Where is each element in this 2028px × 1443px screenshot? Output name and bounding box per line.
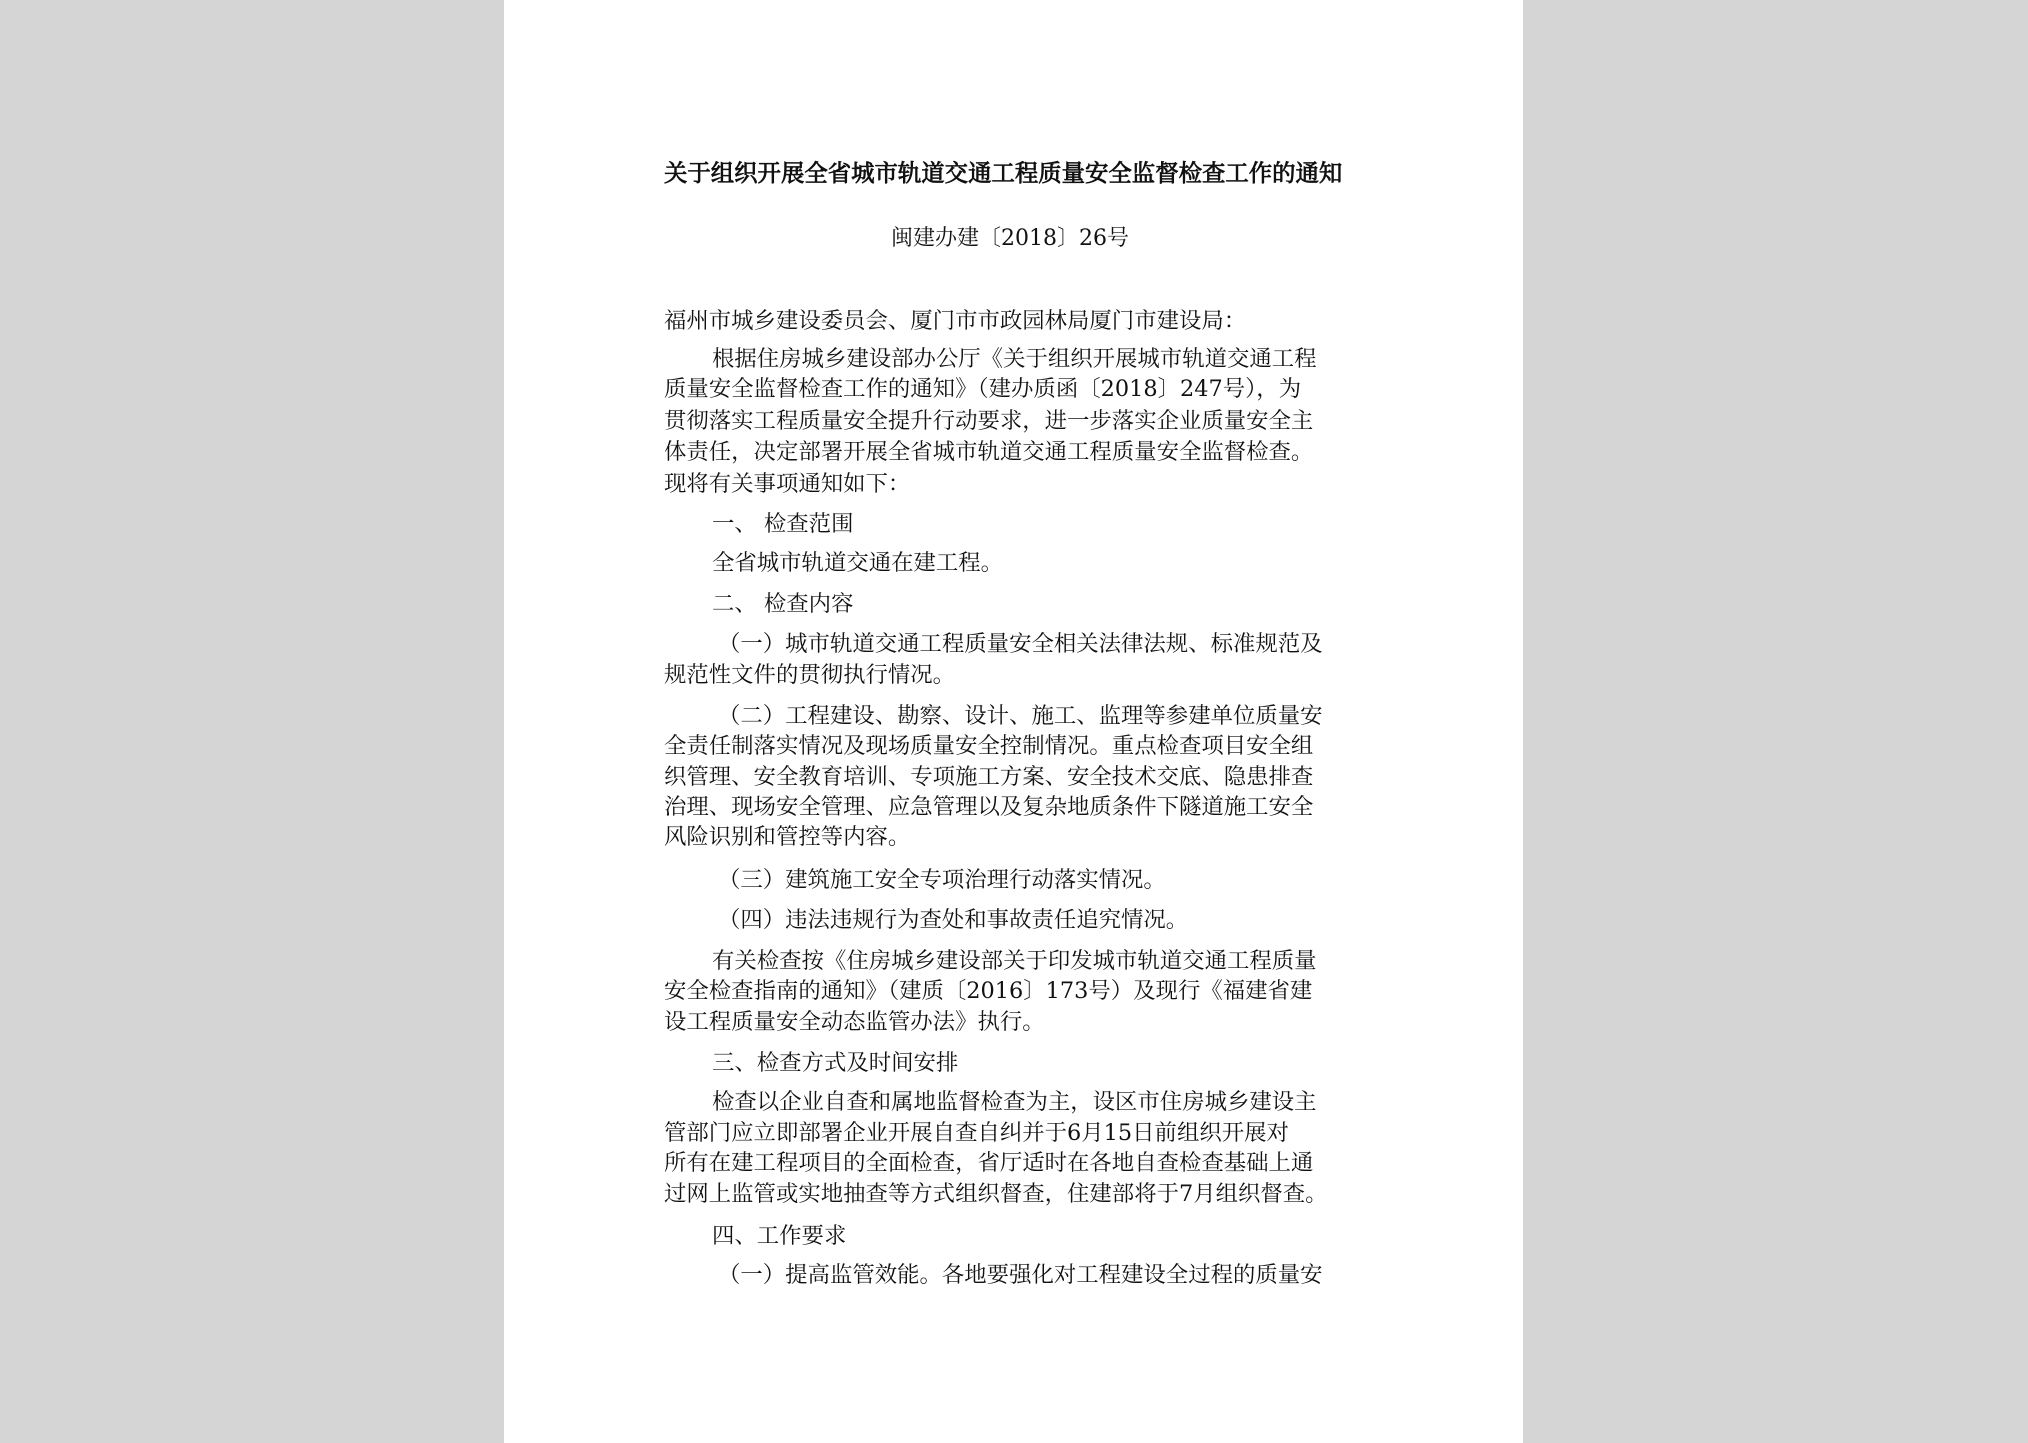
body-line: 有关检查按《住房城乡建设部关于印发城市轨道交通工程质量 <box>712 948 1317 974</box>
body-line: 体责任，决定部署开展全省城市轨道交通工程质量安全监督检查。 <box>664 439 1314 465</box>
document-number: 闽建办建〔2018〕26号 <box>891 226 1129 251</box>
body-line: 管部门应立即部署企业开展自查自纠并于6月15日前组织开展对 <box>664 1120 1289 1146</box>
document-title: 关于组织开展全省城市轨道交通工程质量安全监督检查工作的通知 <box>664 159 1343 187</box>
body-line: 安全检查指南的通知》（建质〔2016〕173号）及现行《福建省建 <box>664 978 1313 1004</box>
body-line: 检查以企业自查和属地监督检查为主，设区市住房城乡建设主 <box>712 1089 1317 1115</box>
document-page <box>504 0 1523 1443</box>
body-line: 全责任制落实情况及现场质量安全控制情况。重点检查项目安全组 <box>664 733 1314 759</box>
body-line: 规范性文件的贯彻执行情况。 <box>664 662 956 688</box>
body-line: （一）提高监管效能。各地要强化对工程建设全过程的质量安 <box>718 1262 1323 1288</box>
body-line: 全省城市轨道交通在建工程。 <box>712 550 1004 576</box>
addressee-line: 福州市城乡建设委员会、厦门市市政园林局厦门市建设局： <box>664 308 1247 334</box>
body-line: 根据住房城乡建设部办公厅《关于组织开展城市轨道交通工程 <box>712 346 1317 372</box>
body-line: 织管理、安全教育培训、专项施工方案、安全技术交底、隐患排查 <box>664 764 1314 790</box>
body-line: 治理、现场安全管理、应急管理以及复杂地质条件下隧道施工安全 <box>664 794 1314 820</box>
body-line: 风险识别和管控等内容。 <box>664 824 911 850</box>
body-line: （三）建筑施工安全专项治理行动落实情况。 <box>718 867 1166 893</box>
section-heading: 四、工作要求 <box>712 1223 847 1249</box>
body-line: （一）城市轨道交通工程质量安全相关法律法规、标准规范及 <box>718 631 1323 657</box>
section-heading: 一、 检查范围 <box>712 511 854 537</box>
body-line: （二）工程建设、勘察、设计、施工、监理等参建单位质量安 <box>718 703 1323 729</box>
body-line: （四）违法违规行为查处和事故责任追究情况。 <box>718 907 1189 933</box>
body-line: 过网上监管或实地抽查等方式组织督查，住建部将于7月组织督查。 <box>664 1181 1328 1207</box>
body-line: 设工程质量安全动态监管办法》执行。 <box>664 1009 1045 1035</box>
section-heading: 二、 检查内容 <box>712 591 854 617</box>
body-line: 贯彻落实工程质量安全提升行动要求，进一步落实企业质量安全主 <box>664 408 1314 434</box>
body-line: 质量安全监督检查工作的通知》（建办质函〔2018〕247号），为 <box>664 376 1302 402</box>
body-line: 所有在建工程项目的全面检查，省厅适时在各地自查检查基础上通 <box>664 1150 1314 1176</box>
section-heading: 三、检查方式及时间安排 <box>712 1050 959 1076</box>
body-line: 现将有关事项通知如下： <box>664 471 911 497</box>
